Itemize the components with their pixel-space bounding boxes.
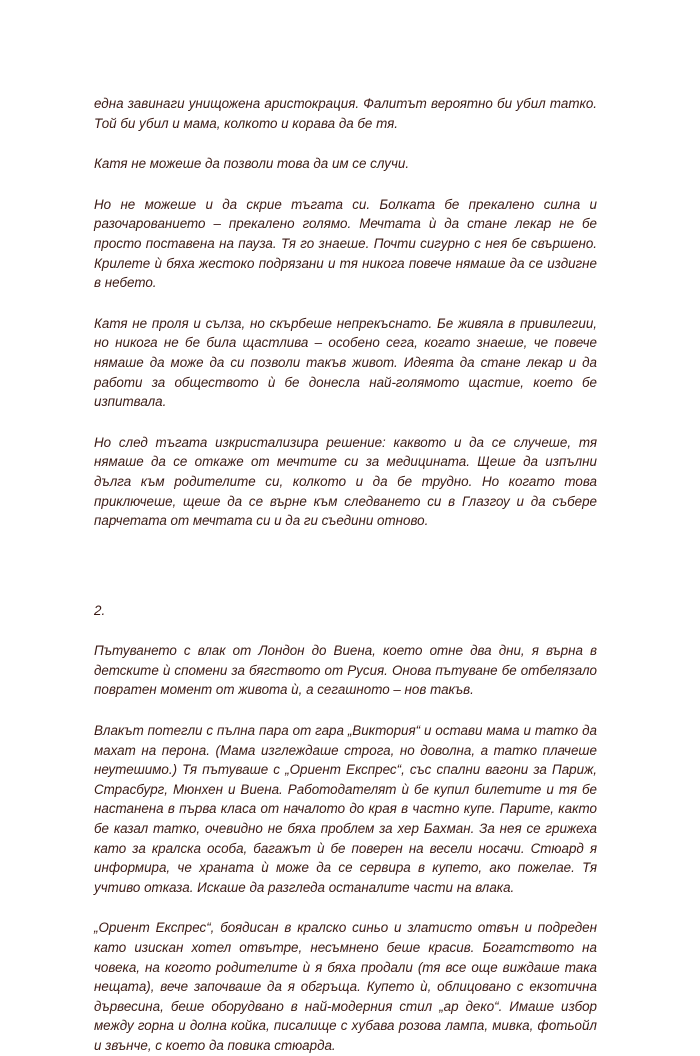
paragraph-train-journey: Пътуването с влак от Лондон до Виена, което отне два дни, я върна в детските ѝ спомени за бягството от Русия. Онова пътуване бе отбелязало повратен момент от живота ѝ, а сегашното – нов такъв. bbox=[94, 643, 597, 698]
paragraph-victoria-station: Влакът потегли с пълна пара от гара „Виктория“ и остави мама и татко да махат на перона. (Мама изглеждаше строга, но доволна, а татко плачеше неутешимо.) Тя пътуваше с „Ориент Експрес“, със спални вагони за Париж, Страсбург, Мюнхен и Виена. Работодателят ѝ бе купил билетите и тя бе настанена в първа класа от началото до края в частно купе. Парите, както бе казал татко, очевидно не бяха проблем за хер Бахман. За нея се грижеха като за кралска особа, багажът ѝ бе поверен на весели носачи. Стюард я информира, че храната ѝ може да се сервира в купето, ако пожелае. Тя учтиво отказа. Искаше да разгледа останалите части на влака. bbox=[94, 723, 597, 895]
paragraph-grief: Катя не проля и сълза, но скърбеше непрекъснато. Бе живяла в привилегии, но никога не бе била щастлива – особено сега, когато знаеше, че повече нямаше да може да си позволи такъв живот. Идеята да стане лекар и да работи за обществото ѝ бе донесла най-голямото щастие, което бе изпитвала. bbox=[94, 315, 597, 410]
paragraph-katya-could-not: Катя не можеше да позволи това да им се случи. bbox=[94, 156, 410, 172]
paragraph-sadness: Но не можеше и да скрие тъгата си. Болката бе прекалено силна и разочарованието – прекалено голямо. Мечтата ѝ да стане лекар не бе просто поставена на пауза. Тя го знаеше. Почти сигурно с нея бе свършено. Крилете ѝ бяха жестоко подрязани и тя никога повече нямаше да се издигне в небето. bbox=[94, 196, 597, 291]
paragraph-orient-express: „Ориент Експрес“, боядисан в кралско синьо и златисто отвън и подреден като изискан хотел отвътре, несъмнено беше красив. Богатството на човека, на когото родителите ѝ я бяха продали (тя все още виждаше така нещата), вече започваше да я обгръща. Купето ѝ, облицовано с екзотична дървесина, беше оборудвано в най-модерния стил „ар деко“. Имаше избор между горна и долна койка, писалище с хубава розова лампа, мивка, фотьойл и звънче, с което да повика стюарда. bbox=[94, 920, 597, 1053]
paragraph-decision: Но след тъгата изкристализира решение: каквото и да се случеше, тя нямаше да се откаже от мечтите си за медицината. Щеше да изпълни дълга към родителите си, колкото и да бе трудно. Но когато това приключеше, щеше да се върне към следването си в Глазгоу и да събере парчетата от мечтата си и да ги съедини отново. bbox=[94, 434, 597, 529]
chapter-number: 2. bbox=[94, 602, 106, 618]
paragraph-aristocracy: една завинаги унищожена аристокрация. Фалитът вероятно би убил татко. Той би убил и мама, колкото и корава да бе тя. bbox=[94, 96, 597, 131]
